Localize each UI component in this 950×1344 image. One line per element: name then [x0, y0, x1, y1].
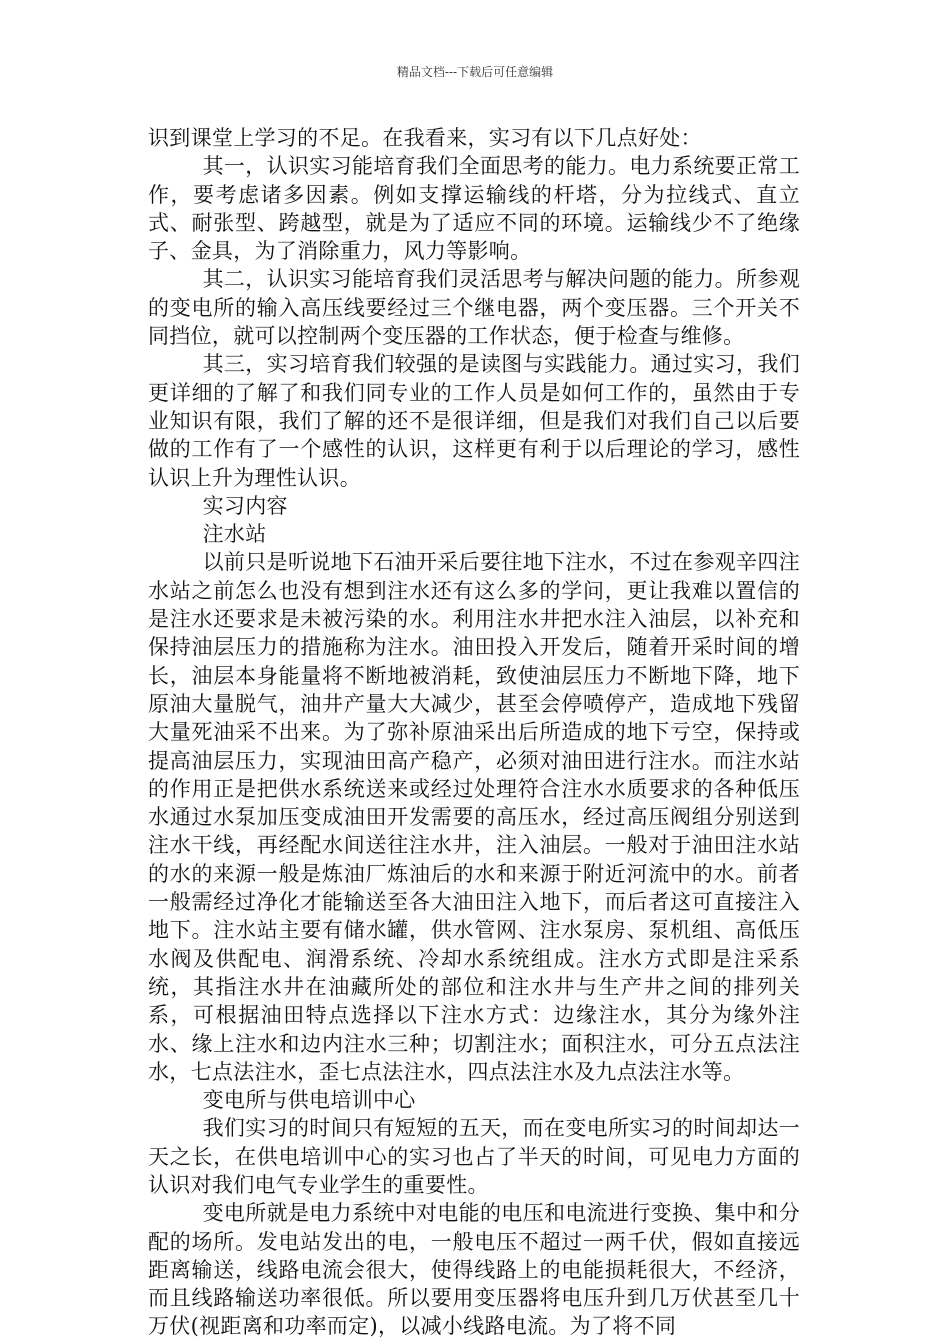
paragraph-substation-intro: 我们实习的时间只有短短的五天，而在变电所实习的时间却达一天之长，在供电培训中心的实习也占了半天的时间，可见电力方面的认识对我们电气专业学生的重要性。 — [148, 1116, 800, 1197]
section-heading-water-injection-station: 注水站 — [202, 522, 267, 547]
section-heading-internship-content: 实习内容 — [202, 493, 288, 518]
paragraph-benefit-three: 其三，实习培育我们较强的是读图与实践能力。通过实习，我们更详细的了解了和我们同专业的工作人员是如何工作的，虽然由于专业知识有限，我们了解的还不是很详细，但是我们对我们自己以后要做的工作有了一个感性的认识，这样更有利于以后理论的学习，感性认识上升为理性认识。 — [148, 352, 800, 490]
paragraph-benefit-two: 其二，认识实习能培育我们灵活思考与解决问题的能力。所参观的变电所的输入高压线要经过三个继电器，两个变压器。三个开关不同挡位，就可以控制两个变压器的工作状态，便于检查与维修。 — [148, 267, 800, 349]
page-header: 精品文档---下载后可任意编辑 — [396, 65, 554, 79]
paragraph-water-injection: 以前只是听说地下石油开采后要往地下注水，不过在参观辛四注水站之前怎么也没有想到注水还有这么多的学问，更让我难以置信的是注水还要求是未被污染的水。利用注水井把水注入油层，以补充和保持油层压力的措施称为注水。油田投入开发后，随着开采时间的增长，油层本身能量将不断地被消耗，致使油层压力不断地下降，地下原油大量脱气，油井产量大大减少，甚至会停喷停产，造成地下残留大量死油采不出来。为了弥补原油采出后所造成的地下亏空，保持或提高油层压力，实现油田高产稳产，必须对油田进行注水。而注水站的作用正是把供水系统送来或经过处理符合注水水质要求的各种低压水通过水泵加压变成油田开发需要的高压水，经过高压阀组分别送到注水干线，再经配水间送往注水井，注入油层。一般对于油田注水站的水的来源一般是炼油厂炼油后的水和来源于附近河流中的水。前者一般需经过净化才能输送至各大油田注入地下，而后者这可直接注入地下。注水站主要有储水罐，供水管网、注水泵房、泵机组、高低压水阀及供配电、润滑系统、冷却水系统组成。注水方式即是注采系统，其指注水井在油藏所处的部位和注水井与生产井之间的排列关系，可根据油田特点选择以下注水方式：边缘注水，其分为缘外注水、缘上注水和边内注水三种；切割注水；面积注水，可分五点法注水，七点法注水，歪七点法注水，四点法注水及九点法注水等。 — [148, 550, 800, 1084]
paragraph-continuation: 识到课堂上学习的不足。在我看来，实习有以下几点好处： — [148, 126, 702, 150]
section-heading-substation: 变电所与供电培训中心 — [202, 1088, 416, 1113]
paragraph-benefit-one: 其一，认识实习能培育我们全面思考的能力。电力系统要正常工作，要考虑诸多因素。例如支撑运输线的杆塔，分为拉线式、直立式、耐张型、跨越型，就是为了适应不同的环境。运输线少不了绝缘子、金具，为了消除重力，风力等影响。 — [148, 154, 800, 264]
paragraph-substation-definition: 变电所就是电力系统中对电能的电压和电流进行变换、集中和分配的场所。发电站发出的电，一般电压不超过一两千伏，假如直接远距离输送，线路电流会很大，使得线路上的电能损耗很大，不经济，而且线路输送功率很低。所以要用变压器将电压升到几万伏甚至几十万伏(视距离和功率而定)，以减小线路电流。为了将不同 — [148, 1201, 800, 1339]
document-body — [148, 124, 800, 1341]
